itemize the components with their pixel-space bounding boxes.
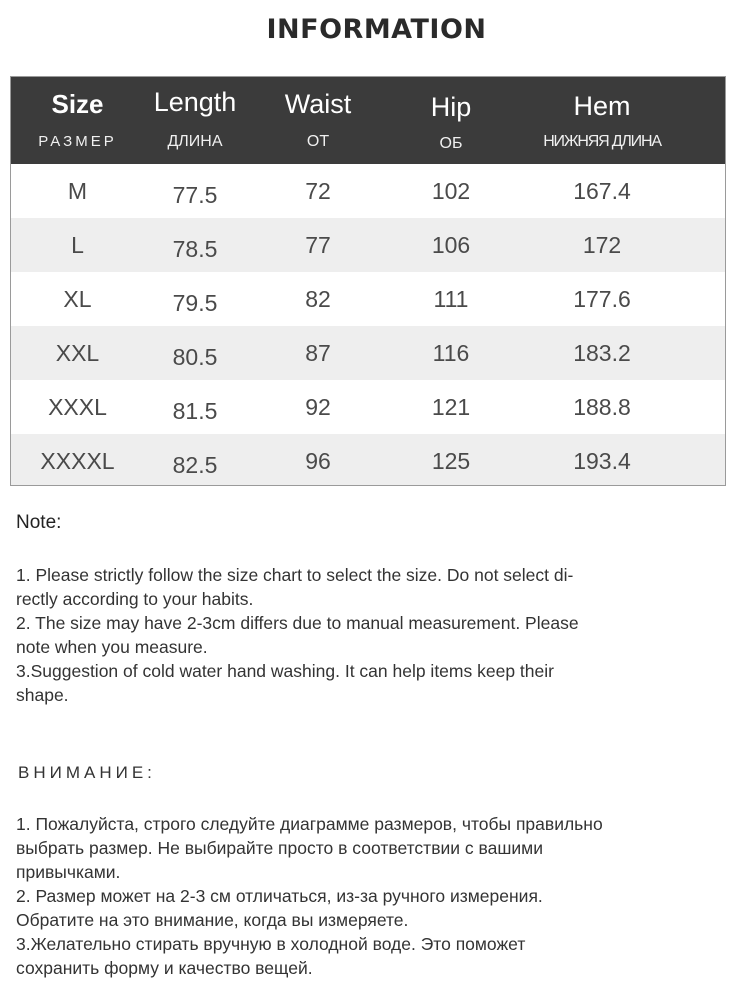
- table-header: [11, 77, 725, 164]
- cell-hip: 125: [431, 448, 471, 474]
- header-sublabel: ДЛИНА: [167, 133, 223, 150]
- cell-length: 81.5: [172, 398, 218, 424]
- header-hip: [385, 77, 517, 164]
- note-line: shape.: [16, 685, 69, 705]
- header-sublabel: ОБ: [439, 135, 463, 152]
- cell-waist: 92: [305, 394, 331, 420]
- cell-size: XXXXL: [40, 448, 115, 474]
- cell-hem: 193.4: [573, 448, 631, 474]
- cell-hem: 177.6: [573, 286, 631, 312]
- size-chart-table: [10, 76, 726, 486]
- table-row: [11, 434, 725, 486]
- table-body: [11, 164, 725, 486]
- cell-hip: 111: [433, 286, 469, 312]
- ru-note-line: сохранить форму и качество вещей.: [16, 958, 313, 978]
- header-waist: [258, 77, 378, 164]
- header-label: Size: [51, 89, 104, 119]
- cell-waist: 77: [305, 232, 331, 258]
- cell-length: 78.5: [172, 236, 218, 262]
- note-heading: Note:: [16, 512, 62, 533]
- cell-length: 82.5: [172, 452, 218, 478]
- cell-size: XXXL: [48, 394, 107, 420]
- cell-waist: 96: [305, 448, 331, 474]
- cell-hip: 102: [431, 178, 471, 204]
- cell-hem: 188.8: [573, 394, 631, 420]
- header-hem: [521, 77, 683, 164]
- ru-note-line: привычками.: [16, 862, 121, 882]
- cell-hip: 116: [432, 340, 470, 366]
- table-row: [11, 380, 725, 434]
- note-line: 1. Please strictly follow the size chart to select the size. Do not select di-: [16, 565, 574, 585]
- header-label: Length: [153, 87, 237, 117]
- table-row: [11, 272, 725, 326]
- note-body: [16, 563, 726, 707]
- cell-length: 79.5: [172, 290, 218, 316]
- cell-hem: 167.4: [573, 178, 631, 204]
- cell-hip: 121: [431, 394, 471, 420]
- table-row: [11, 326, 725, 380]
- ru-note-line: 3.Желательно стирать вручную в холодной воде. Это поможет: [16, 934, 526, 954]
- header-sublabel: РАЗМЕР: [38, 133, 117, 150]
- cell-size: M: [67, 178, 88, 204]
- cell-hem: 172: [582, 232, 622, 258]
- note-line: 3.Suggestion of cold water hand washing. It can help items keep their: [16, 661, 554, 681]
- cell-size: XXL: [55, 340, 100, 366]
- note-line: 2. The size may have 2-3cm differs due to manual measurement. Please: [16, 613, 579, 633]
- header-label: Hip: [430, 92, 472, 122]
- note-line: rectly according to your habits.: [16, 589, 254, 609]
- table-row: [11, 218, 725, 272]
- header-length: [132, 77, 258, 164]
- ru-note-line: Обратите на это внимание, когда вы измеряете.: [16, 910, 409, 930]
- header-label: Waist: [284, 89, 352, 119]
- cell-length: 77.5: [172, 182, 218, 208]
- header-label: Hem: [573, 91, 631, 121]
- page-title: INFORMATION: [266, 14, 487, 45]
- cell-size: L: [71, 232, 84, 258]
- header-sublabel: ОТ: [306, 133, 330, 150]
- ru-note-line: выбрать размер. Не выбирайте просто в соответствии с вашими: [16, 838, 543, 858]
- ru-note-heading: ВНИМАНИЕ:: [18, 763, 156, 782]
- cell-waist: 72: [305, 178, 331, 204]
- cell-hem: 183.2: [573, 340, 631, 366]
- note-line: note when you measure.: [16, 637, 208, 657]
- cell-length: 80.5: [172, 344, 218, 370]
- cell-size: XL: [63, 286, 92, 312]
- cell-waist: 87: [305, 340, 331, 366]
- cell-hip: 106: [431, 232, 471, 258]
- ru-note-body: [16, 812, 726, 980]
- table-row: [11, 164, 725, 218]
- header-size: [11, 77, 144, 164]
- cell-waist: 82: [305, 286, 331, 312]
- header-sublabel: НИЖНЯЯ ДЛИНА: [543, 133, 661, 150]
- ru-note-line: 2. Размер может на 2-3 см отличаться, из-за ручного измерения.: [16, 886, 543, 906]
- ru-note-line: 1. Пожалуйста, строго следуйте диаграмме размеров, чтобы правильно: [16, 814, 603, 834]
